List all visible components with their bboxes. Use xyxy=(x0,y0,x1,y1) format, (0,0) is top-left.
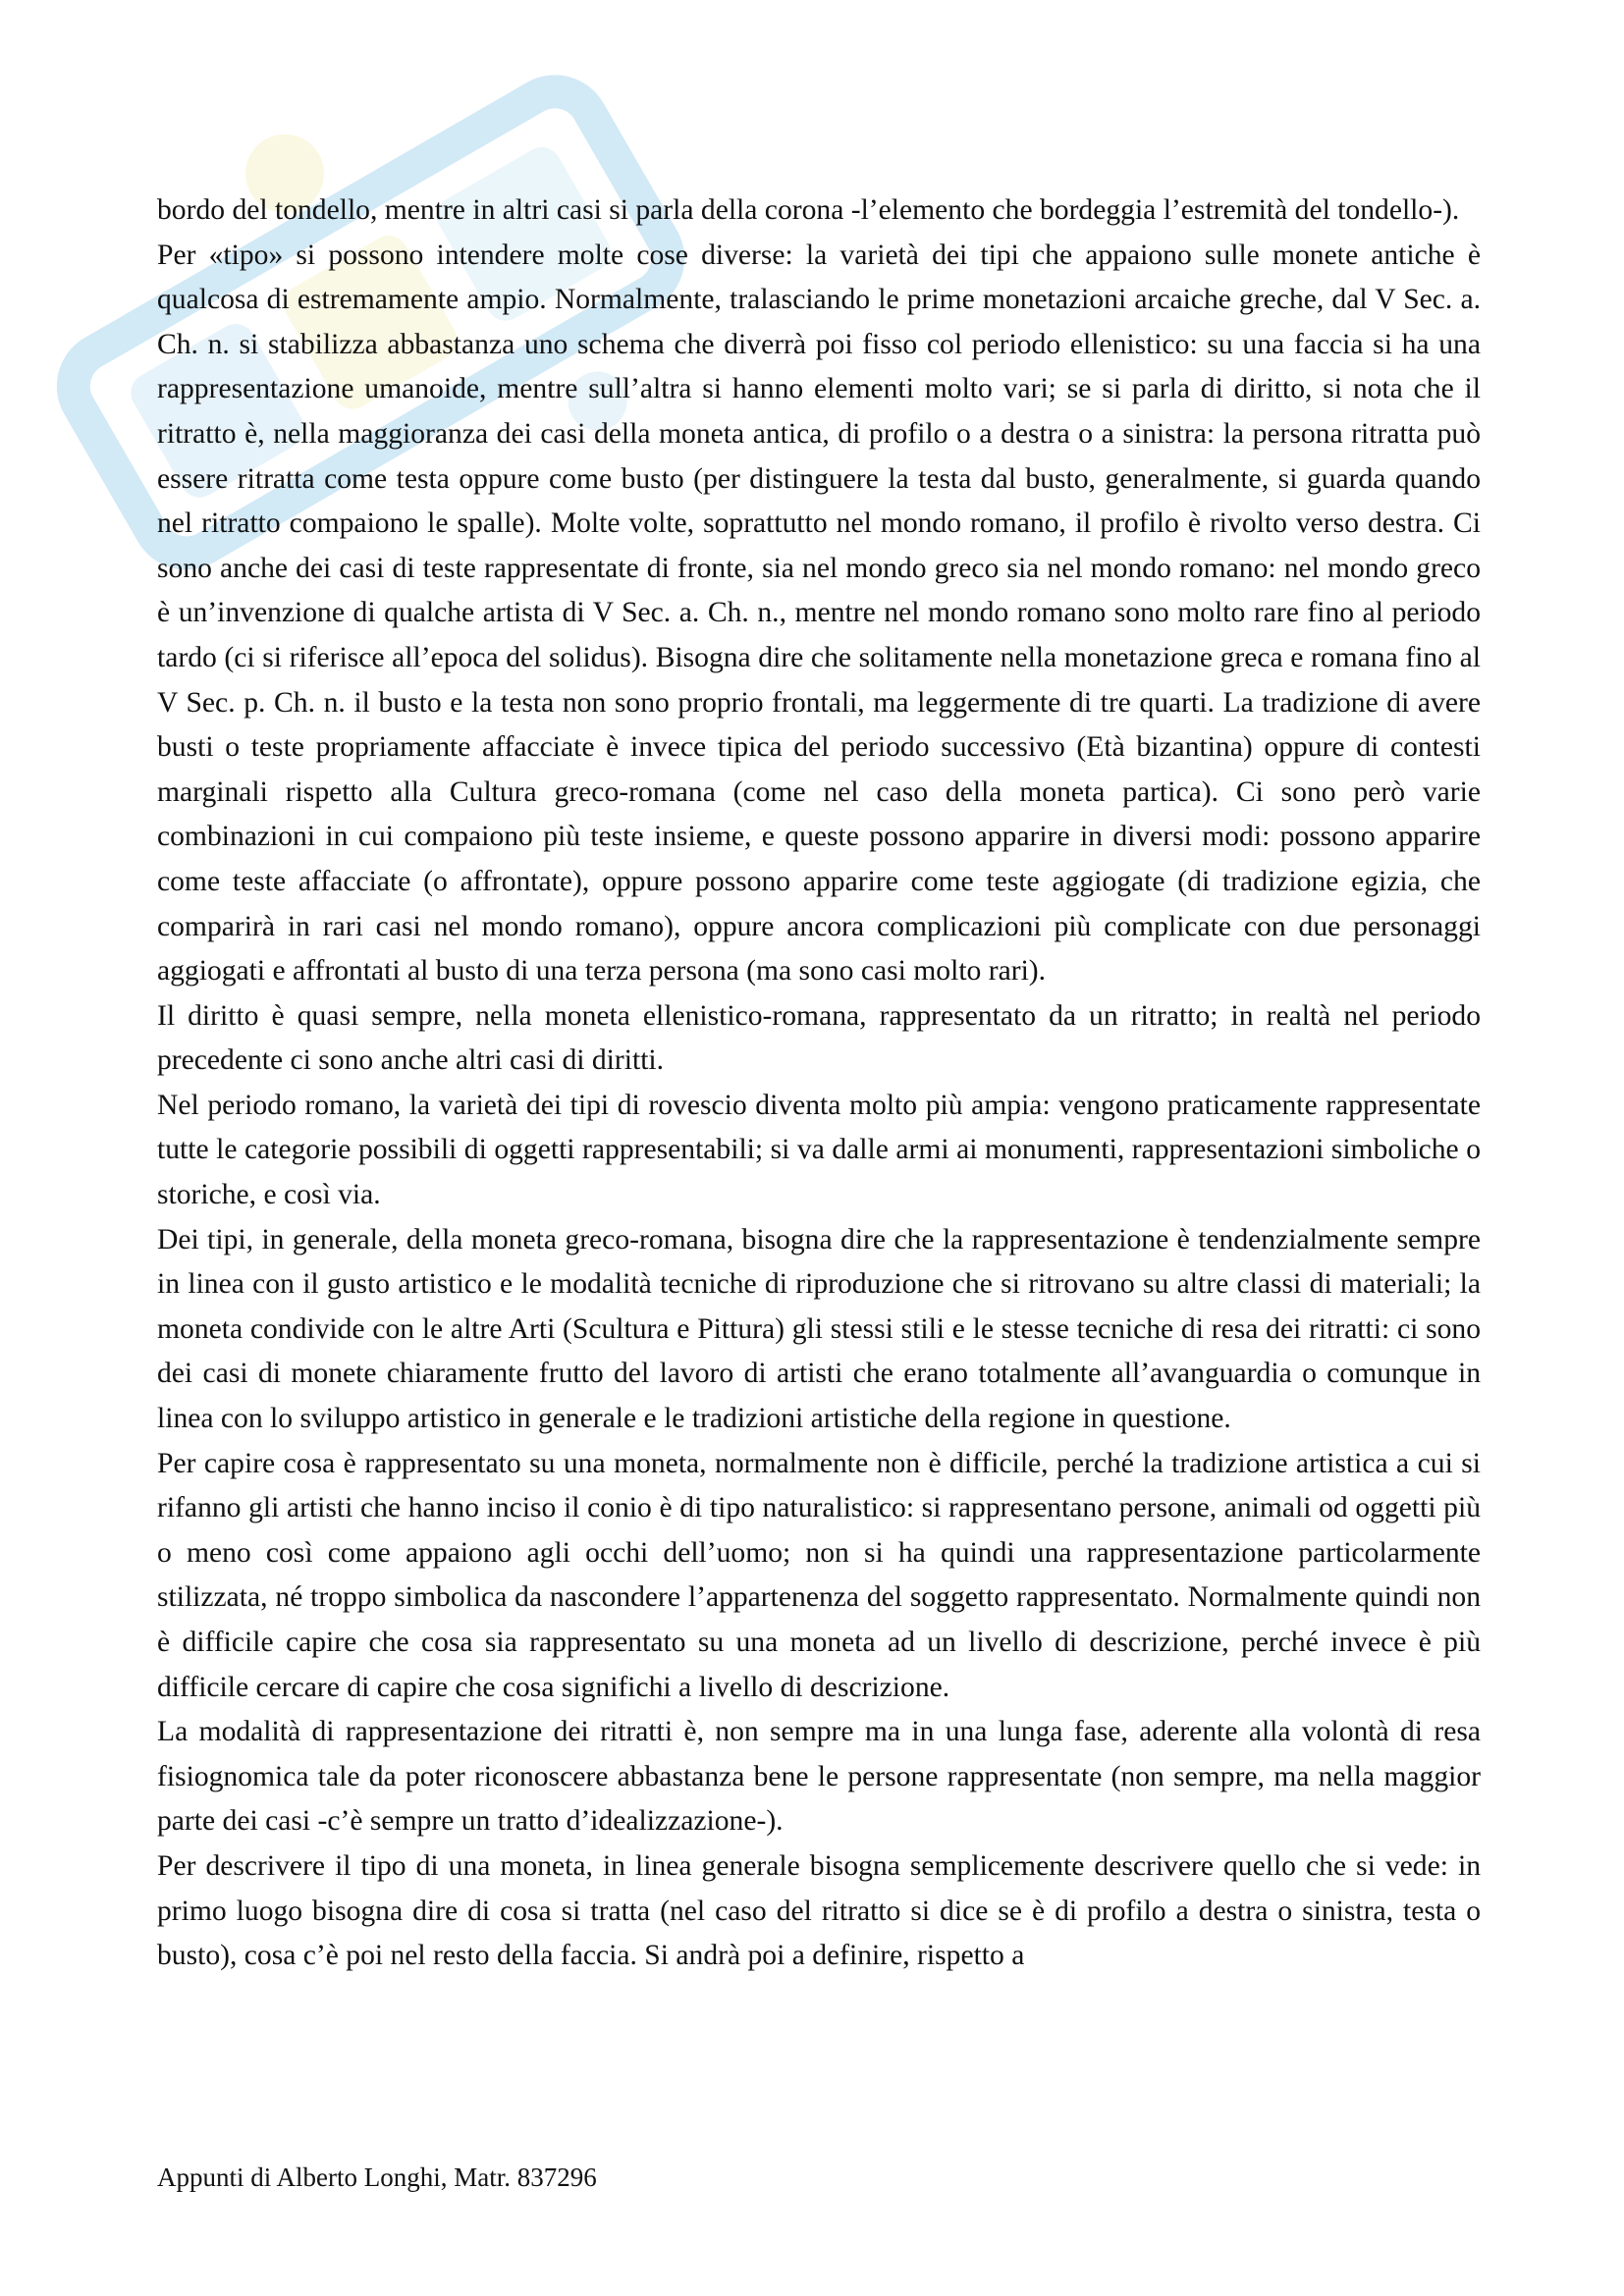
document-body xyxy=(157,188,1481,1979)
paragraph-4: Nel periodo romano, la varietà dei tipi di rovescio diventa molto più ampia: vengono praticamente rappresentate tutte le categorie possibili di oggetti rappresentabili; si va dalle armi ai monumenti, rappresentazioni simboliche o storiche, e così via. xyxy=(157,1089,1481,1211)
paragraph-7: La modalità di rappresentazione dei ritratti è, non sempre ma in una lunga fase, aderente alla volontà di resa fisiognomica tale da poter riconoscere abbastanza bene le persone rappresentate (non sempre, ma nella maggior parte dei casi -c’è sempre un tratto d’idealizzazione-). xyxy=(157,1716,1481,1838)
paragraph-1: bordo del tondello, mentre in altri casi si parla della corona -l’elemento che bordeggia l’estremità del tondello-). xyxy=(157,194,1460,226)
paragraph-3: Il diritto è quasi sempre, nella moneta ellenistico-romana, rappresentato da un ritratto; in realtà nel periodo precedente ci sono anche altri casi di diritti. xyxy=(157,999,1481,1077)
paragraph-2: Per «tipo» si possono intendere molte cose diverse: la varietà dei tipi che appaiono sulle monete antiche è qualcosa di estremamente ampio. Normalmente, tralasciando le prime monetazioni arcaiche greche, dal V Sec. a. Ch. n. si stabilizza abbastanza uno schema che diverrà poi fisso col periodo ellenistico: su una faccia si ha una rappresentazione umanoide, mentre sull’altra si hanno elementi molto vari; se si parla di diritto, si nota che il ritratto è, nella maggioranza dei casi della moneta antica, di profilo o a destra o a sinistra: la persona ritratta può essere ritratta come testa oppure come busto (per distinguere la testa dal busto, generalmente, si guarda quando nel ritratto compaiono le spalle). Molte volte, soprattutto nel mondo romano, il profilo è rivolto verso destra. Ci sono anche dei casi di teste rappresentate di fronte, sia nel mondo greco sia nel mondo romano: nel mondo greco è un’invenzione di qualche artista di V Sec. a. Ch. n., mentre nel mondo romano sono molto rare fino al periodo tardo (ci si riferisce all’epoca del solidus). Bisogna dire che solitamente nella monetazione greca e romana fino al V Sec. p. Ch. n. il busto e la testa non sono proprio frontali, ma leggermente di tre quarti. La tradizione di avere busti o teste propriamente affacciate è invece tipica del periodo successivo (Età bizantina) oppure di contesti marginali rispetto alla Cultura greco-romana (come nel caso della moneta partica). Ci sono però varie combinazioni in cui compaiono più teste insieme, e queste possono apparire in diversi modi: possono apparire come teste affacciate (o affrontate), oppure possono apparire come teste aggiogate (di tradizione egizia, che comparirà in rari casi nel mondo romano), oppure ancora complicazioni più complicate con due personaggi aggiogati e affrontati al busto di una terza persona (ma sono casi molto rari). xyxy=(157,239,1481,988)
paragraph-5: Dei tipi, in generale, della moneta greco-romana, bisogna dire che la rappresentazione è tendenzialmente sempre in linea con il gusto artistico e le modalità tecniche di riproduzione che si ritrovano su altre classi di materiali; la moneta condivide con le altre Arti (Scultura e Pittura) gli stessi stili e le stesse tecniche di resa dei ritratti: ci sono dei casi di monete chiaramente frutto del lavoro di artisti che erano totalmente all’avanguardia o comunque in linea con lo sviluppo artistico in generale e le tradizioni artistiche della regione in questione. xyxy=(157,1223,1481,1435)
paragraph-6: Per capire cosa è rappresentato su una moneta, normalmente non è difficile, perché la tradizione artistica a cui si rifanno gli artisti che hanno inciso il conio è di tipo naturalistico: si rappresentano persone, animali od oggetti più o meno così come appaiono agli occhi dell’uomo; non si ha quindi una rappresentazione particolarmente stilizzata, né troppo simbolica da nascondere l’appartenenza del soggetto rappresentato. Normalmente quindi non è difficile capire che cosa sia rappresentato su una moneta ad un livello di descrizione, perché invece è più difficile cercare di capire che cosa significhi a livello di descrizione. xyxy=(157,1447,1481,1703)
paragraph-8: Per descrivere il tipo di una moneta, in linea generale bisogna semplicemente descrivere quello che si vede: in primo luogo bisogna dire di cosa si tratta (nel caso del ritratto si dice se è di profilo a destra o sinistra, testa o busto), cosa c’è poi nel resto della faccia. Si andrà poi a definire, rispetto a xyxy=(157,1849,1481,1972)
page-footer: Appunti di Alberto Longhi, Matr. 837296 xyxy=(157,2163,597,2192)
